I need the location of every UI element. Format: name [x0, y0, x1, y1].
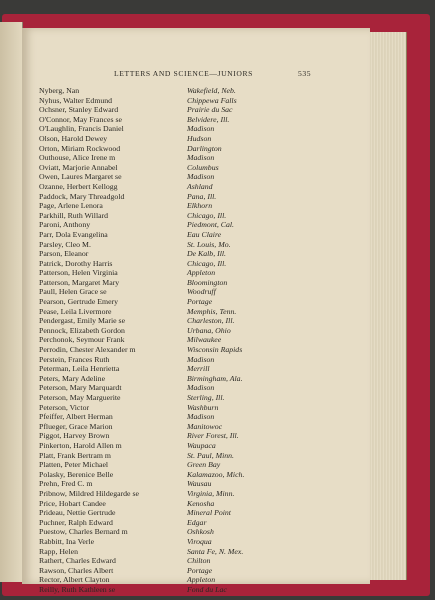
student-hometown: Fond du Lac — [187, 584, 227, 594]
student-hometown: Darlington — [187, 143, 222, 153]
student-name: Nyhus, Walter Edmund — [39, 95, 113, 105]
list-item — [39, 441, 359, 451]
student-hometown: Appleton — [187, 268, 216, 278]
student-hometown: Madison — [187, 124, 215, 134]
student-name: Peterson, May Marguerite — [39, 393, 121, 402]
student-hometown: Oshkosh — [187, 527, 214, 537]
student-hometown: Elkhorn — [187, 201, 213, 211]
student-hometown: Madison — [187, 412, 215, 422]
student-hometown: Appleton — [187, 575, 216, 585]
student-hometown: Chicago, Ill. — [187, 258, 227, 268]
student-hometown: Memphis, Tenn. — [187, 306, 237, 316]
list-item — [39, 508, 359, 518]
student-name: Rathert, Charles Edward — [39, 556, 116, 566]
list-item — [39, 86, 359, 96]
student-name: Peterman, Leila Henrietta — [39, 364, 120, 374]
list-item — [39, 374, 359, 384]
student-name: Polasky, Berenice Belle — [39, 469, 114, 479]
student-hometown: River Forest, Ill. — [187, 431, 239, 441]
list-item — [39, 556, 359, 566]
student-hometown: Chilton — [187, 556, 211, 566]
student-hometown: Viroqua — [187, 536, 212, 546]
student-name: Perchonok, Seymour Frank — [39, 335, 125, 345]
student-name: Pfeiffer, Albert Herman — [39, 412, 113, 422]
student-list — [39, 86, 359, 594]
student-name: Orton, Miriam Rockwood — [39, 143, 121, 153]
student-name: O'Laughlin, Francis Daniel — [39, 124, 124, 134]
student-name: Pribnow, Mildred Hildegarde se — [39, 488, 139, 498]
page-number: 535 — [298, 69, 312, 78]
student-name: Platt, Frank Bertram m — [39, 450, 111, 460]
list-item — [39, 220, 359, 230]
left-page-edge — [0, 22, 23, 582]
student-hometown: Manitowoc — [187, 421, 223, 431]
list-item — [39, 489, 359, 499]
student-name: Puestow, Charles Bernard m — [39, 527, 128, 537]
student-name: Owen, Laures Margaret se — [39, 172, 122, 182]
list-item — [39, 105, 359, 115]
student-name: Page, Arlene Lenora — [39, 201, 103, 211]
student-hometown: Prairie du Sac — [187, 105, 233, 115]
student-name: Puchner, Ralph Edward — [39, 517, 113, 527]
student-name: Olson, Harold Dewey — [39, 133, 108, 143]
list-item — [39, 460, 359, 470]
list-item — [39, 297, 359, 307]
list-item — [39, 383, 359, 393]
student-hometown: Chippewa Falls — [187, 95, 237, 105]
student-name: Price, Hobart Candee — [39, 498, 106, 508]
list-item — [39, 355, 359, 365]
student-name: Patterson, Margaret Mary — [39, 277, 120, 287]
student-name: Perstein, Frances Ruth — [39, 354, 110, 364]
student-hometown: Bloomington — [187, 277, 228, 287]
student-hometown: Virginia, Minn. — [187, 488, 235, 498]
student-hometown: Wakefield, Neb. — [187, 86, 236, 95]
student-hometown: Madison — [187, 383, 215, 393]
student-hometown: Madison — [187, 153, 215, 163]
student-name: Patterson, Helen Virginia — [39, 268, 118, 278]
list-item — [39, 547, 359, 557]
student-hometown: Woodruff — [187, 287, 216, 297]
list-item — [39, 278, 359, 288]
list-item — [39, 393, 359, 403]
student-name: Parkhill, Ruth Willard — [39, 210, 109, 220]
student-name: Paull, Helen Grace se — [39, 287, 107, 297]
student-hometown: Madison — [187, 172, 215, 182]
list-item — [39, 412, 359, 422]
list-item — [39, 144, 359, 154]
list-item — [39, 575, 359, 585]
student-hometown: Pana, Ill. — [187, 191, 217, 201]
list-item — [39, 287, 359, 297]
student-name: Rawson, Charles Albert — [39, 565, 114, 575]
list-item — [39, 115, 359, 125]
student-name: Paroni, Anthony — [39, 220, 91, 230]
student-hometown: Santa Fe, N. Mex. — [187, 546, 244, 556]
list-item — [39, 124, 359, 134]
list-item — [39, 518, 359, 528]
student-name: Pennock, Elizabeth Gordon — [39, 325, 125, 335]
list-item — [39, 403, 359, 413]
list-item — [39, 172, 359, 182]
student-hometown: Edgar — [187, 517, 207, 527]
list-item — [39, 240, 359, 250]
student-hometown: Charleston, Ill. — [187, 316, 235, 326]
student-hometown: Piedmont, Cal. — [187, 220, 234, 230]
student-name: Platten, Peter Michael — [39, 460, 109, 470]
list-item — [39, 259, 359, 269]
student-hometown: Birmingham, Ala. — [187, 373, 243, 383]
list-item — [39, 211, 359, 221]
student-name: Perrodin, Chester Alexander m — [39, 345, 136, 355]
list-item — [39, 566, 359, 576]
student-name: Ochsner, Stanley Edward — [39, 105, 119, 115]
student-hometown: Wausau — [187, 479, 212, 489]
student-hometown: Portage — [187, 565, 213, 575]
book-page — [22, 28, 370, 594]
list-item — [39, 268, 359, 278]
student-name: Pearson, Gertrude Emery — [39, 297, 119, 307]
student-hometown: Kenosha — [187, 498, 215, 508]
list-item — [39, 479, 359, 489]
list-item — [39, 230, 359, 240]
student-name: O'Connor, May Frances se — [39, 114, 122, 124]
list-item — [39, 182, 359, 192]
list-item — [39, 192, 359, 202]
list-item — [39, 316, 359, 326]
student-hometown: Green Bay — [187, 460, 221, 470]
student-name: Paddock, Mary Threadgold — [39, 191, 125, 201]
page-edges — [370, 32, 407, 580]
student-hometown: Chicago, Ill. — [187, 210, 227, 220]
list-item — [39, 249, 359, 259]
student-hometown: Urbana, Ohio — [187, 325, 231, 335]
student-hometown: Portage — [187, 297, 213, 307]
list-item — [39, 335, 359, 345]
student-hometown: Kalamazoo, Mich. — [187, 469, 245, 479]
student-hometown: Sterling, Ill. — [187, 393, 225, 402]
student-hometown: Hudson — [187, 133, 212, 143]
list-item — [39, 470, 359, 480]
student-hometown: Columbus — [187, 162, 219, 172]
student-hometown: Washburn — [187, 402, 219, 412]
student-name: Peters, Mary Adeline — [39, 373, 106, 383]
list-item — [39, 499, 359, 509]
student-name: Nyberg, Nan — [39, 86, 80, 95]
list-item — [39, 345, 359, 355]
list-item — [39, 307, 359, 317]
running-title: LETTERS AND SCIENCE—JUNIORS — [114, 69, 253, 78]
student-hometown: Merrill — [187, 364, 210, 374]
list-item — [39, 96, 359, 106]
student-hometown: Mineral Point — [187, 508, 231, 518]
student-hometown: Eau Claire — [187, 229, 222, 239]
student-hometown: Wisconsin Rapids — [187, 345, 243, 355]
student-hometown: Madison — [187, 354, 215, 364]
list-item — [39, 163, 359, 173]
student-hometown: Ashland — [187, 181, 213, 191]
student-name: Oviatt, Marjorie Annabel — [39, 162, 118, 172]
list-item — [39, 585, 359, 595]
student-hometown: Belvidere, Ill. — [187, 114, 230, 124]
student-hometown: St. Louis, Mo. — [187, 239, 231, 249]
student-name: Ozanne, Herbert Kellogg — [39, 181, 118, 191]
list-item — [39, 134, 359, 144]
list-item — [39, 431, 359, 441]
student-name: Reilly, Ruth Kathleen se — [39, 584, 116, 594]
list-item — [39, 153, 359, 163]
list-item — [39, 364, 359, 374]
student-hometown: Milwaukee — [187, 335, 222, 345]
student-hometown: Waupaca — [187, 440, 216, 450]
list-item — [39, 527, 359, 537]
student-name: Rector, Albert Clayton — [39, 575, 110, 585]
student-name: Pendergast, Emily Marie se — [39, 316, 126, 326]
list-item — [39, 201, 359, 211]
list-item — [39, 422, 359, 432]
list-item — [39, 451, 359, 461]
student-name: Prideau, Nettie Gertrude — [39, 508, 116, 518]
student-hometown: St. Paul, Minn. — [187, 450, 234, 460]
student-name: Patrick, Dorothy Harris — [39, 258, 113, 268]
student-name: Piggot, Harvey Brown — [39, 431, 110, 441]
student-name: Pinkerton, Harold Allen m — [39, 440, 122, 450]
student-name: Peterson, Victor — [39, 402, 90, 412]
student-name: Rapp, Helen — [39, 546, 78, 556]
student-name: Peterson, Mary Marquardt — [39, 383, 122, 393]
student-name: Rabbitt, Ina Verle — [39, 536, 95, 546]
student-name: Pease, Leila Livermore — [39, 306, 112, 316]
student-name: Parsley, Cleo M. — [39, 239, 91, 249]
student-name: Parson, Eleanor — [39, 249, 89, 259]
list-item — [39, 326, 359, 336]
student-hometown: De Kalb, Ill. — [187, 249, 226, 259]
student-name: Prehn, Fred C. m — [39, 479, 93, 489]
student-name: Parr, Dola Evangelina — [39, 229, 108, 239]
list-item — [39, 537, 359, 547]
student-name: Outhouse, Alice Irene m — [39, 153, 116, 163]
student-name: Pflueger, Grace Marion — [39, 421, 113, 431]
